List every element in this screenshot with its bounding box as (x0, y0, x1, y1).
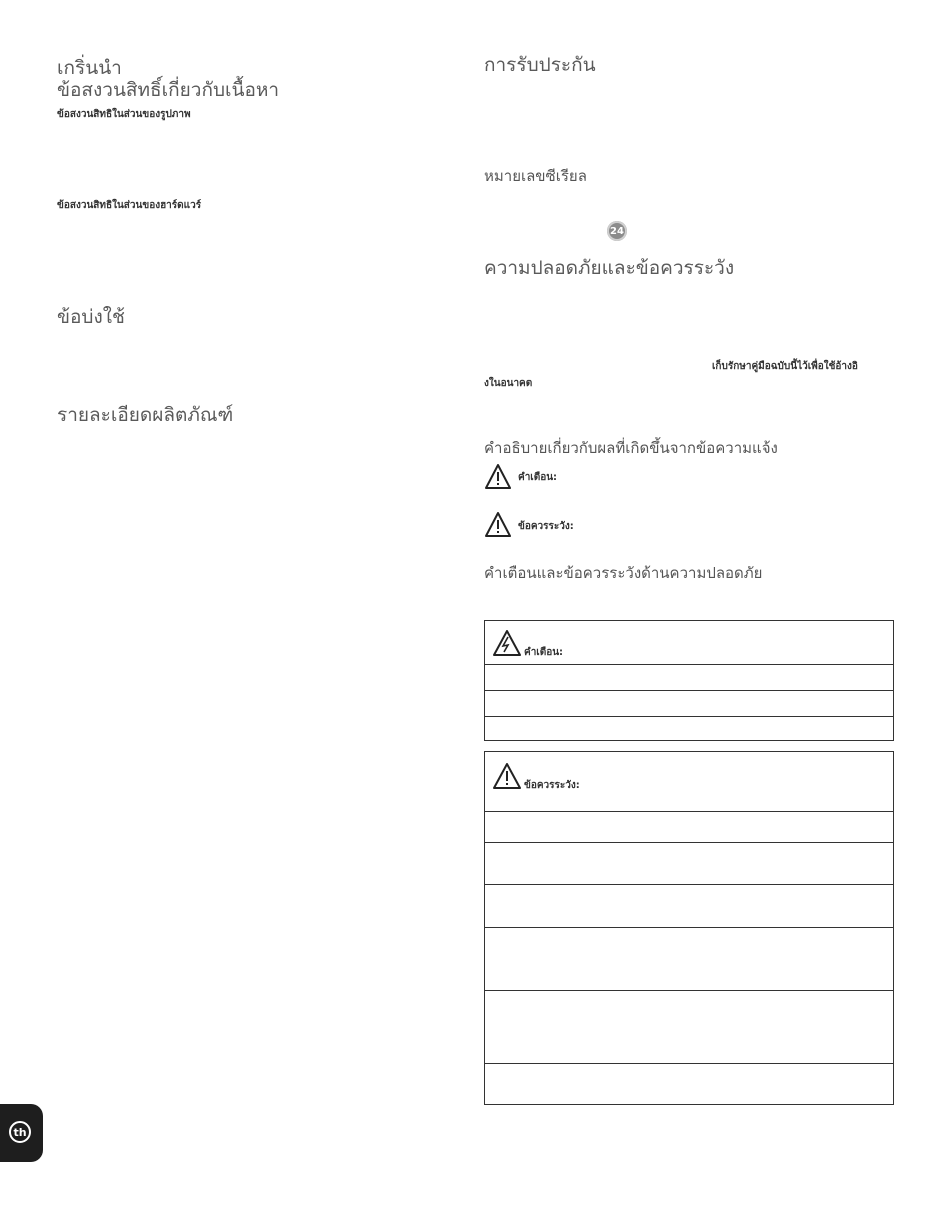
caution-row (485, 811, 893, 842)
electric-shock-icon (492, 629, 522, 657)
keep-manual-text-1: เก็บรักษาคู่มือฉบับนี้ไว้เพื่อใช้อ้างอิ (712, 361, 858, 372)
caution-row (485, 884, 893, 927)
electrical-warning-header (485, 621, 893, 664)
page-badge-icon: 24 (607, 221, 627, 241)
language-tab-icon: th (9, 1121, 31, 1143)
warning-row (485, 664, 893, 690)
warning-row (485, 690, 893, 716)
warranty-title: การรับประกัน (484, 54, 596, 76)
copyright-title: ข้อสงวนสิทธิ์เกี่ยวกับเนื้อหา (57, 79, 280, 101)
language-side-tab (0, 1104, 43, 1162)
messages-title: คำอธิบายเกี่ยวกับผลที่เกิดขึ้นจากข้อความแจ้ง (484, 439, 778, 457)
product-title: รายละเอียดผลิตภัณฑ์ (57, 404, 234, 426)
caution-box-label: ข้อควรระวัง: (524, 780, 580, 791)
caution-box (484, 751, 894, 1105)
keep-manual-text-2: งในอนาคต (484, 378, 533, 389)
caution-box-header (485, 752, 893, 811)
caution-row (485, 990, 893, 1063)
caution-triangle-icon (484, 511, 512, 538)
safety-warnings-title: คำเตือนและข้อควรระวังด้านความปลอดภัย (484, 564, 763, 582)
intro-title: เกริ่นนำ (57, 57, 122, 79)
image-copyright-heading: ข้อสงวนสิทธิในส่วนของรูปภาพ (57, 109, 191, 120)
caution-row (485, 927, 893, 990)
warning-row (485, 716, 893, 740)
caution-label: ข้อควรระวัง: (518, 521, 574, 532)
caution-row (485, 1063, 893, 1104)
usage-title: ข้อบ่งใช้ (57, 306, 125, 328)
warning-triangle-icon (484, 463, 512, 490)
warning-label: คำเตือน: (518, 472, 558, 483)
serial-title: หมายเลขซีเรียล (484, 167, 587, 185)
caution-box-triangle-icon (492, 762, 522, 790)
electrical-warning-box (484, 620, 894, 741)
hardware-copyright-heading: ข้อสงวนสิทธิในส่วนของฮาร์ดแวร์ (57, 200, 202, 211)
caution-row (485, 842, 893, 884)
electrical-warning-label: คำเตือน: (524, 647, 564, 658)
safety-title: ความปลอดภัยและข้อควรระวัง (484, 257, 735, 279)
